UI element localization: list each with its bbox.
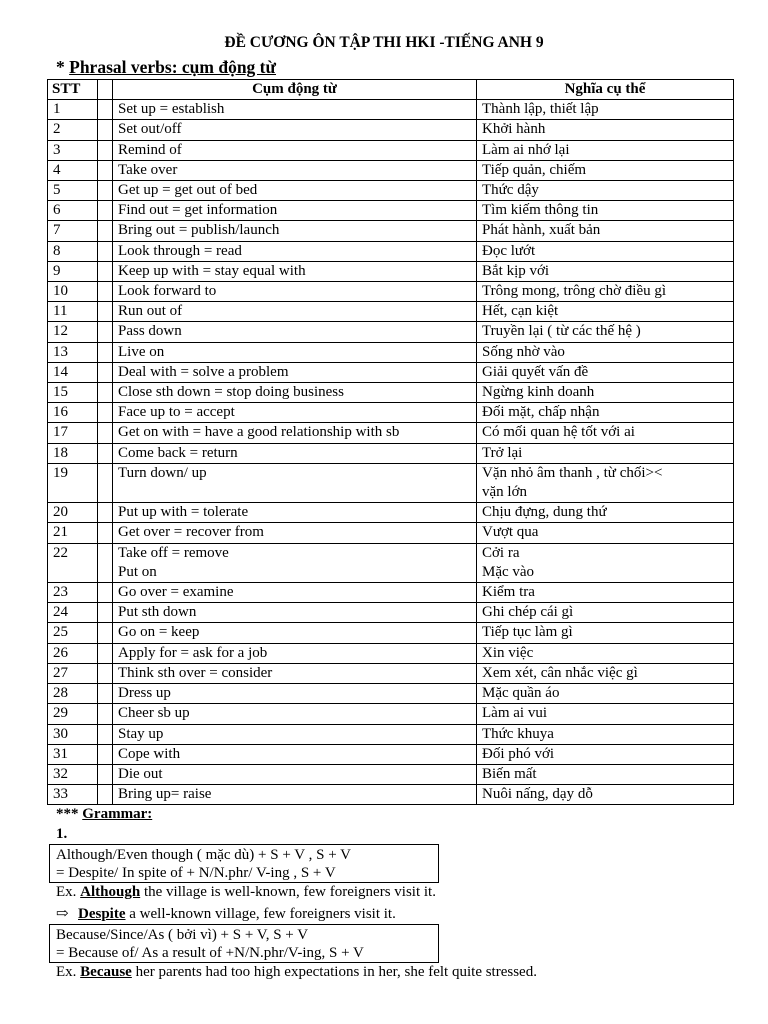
cell-spacer — [98, 503, 113, 523]
phrasal-verbs-heading-text: Phrasal verbs: cụm động từ — [69, 57, 277, 77]
cell-spacer — [98, 282, 113, 302]
grammar-item-number: 1. — [56, 826, 68, 842]
header-stt: STT — [48, 80, 98, 100]
cell-meaning: Thức khuya — [477, 724, 734, 744]
cell-stt: 26 — [48, 643, 98, 663]
table-row — [48, 383, 734, 403]
table-row — [48, 523, 734, 543]
cell-spacer — [98, 403, 113, 423]
cell-spacer — [98, 160, 113, 180]
cell-stt: 24 — [48, 603, 98, 623]
phrasal-verbs-heading — [56, 57, 276, 78]
cell-meaning: Sống nhờ vào — [477, 342, 734, 362]
cell-meaning: Nuôi nấng, dạy dỗ — [477, 785, 734, 805]
arrow-right-icon: ⇨ — [56, 906, 69, 922]
cell-phrase: Bring up= raise — [113, 785, 477, 805]
cell-meaning: Trông mong, trông chờ điều gì — [477, 282, 734, 302]
cell-stt: 11 — [48, 302, 98, 322]
cell-meaning: Ngừng kinh doanh — [477, 383, 734, 403]
cell-spacer — [98, 140, 113, 160]
cell-meaning: Vượt qua — [477, 523, 734, 543]
cell-stt: 6 — [48, 201, 98, 221]
cell-phrase: Cheer sb up — [113, 704, 477, 724]
rule-line: = Because of/ As a result of +N/N.phr/V-ing, S + V — [56, 945, 364, 961]
cell-spacer — [98, 302, 113, 322]
cell-spacer — [98, 463, 113, 502]
cell-phrase: Put sth down — [113, 603, 477, 623]
cell-spacer — [98, 362, 113, 382]
cell-phrase: Close sth down = stop doing business — [113, 383, 477, 403]
cell-spacer — [98, 785, 113, 805]
cell-spacer — [98, 423, 113, 443]
cell-meaning: Đọc lướt — [477, 241, 734, 261]
cell-phrase: Deal with = solve a problem — [113, 362, 477, 382]
example-although — [56, 884, 436, 901]
cell-spacer — [98, 221, 113, 241]
example-keyword: Because — [80, 964, 132, 980]
cell-stt: 16 — [48, 403, 98, 423]
cell-stt: 18 — [48, 443, 98, 463]
cell-spacer — [98, 120, 113, 140]
cell-phrase: Get up = get out of bed — [113, 181, 477, 201]
cell-phrase: Find out = get information — [113, 201, 477, 221]
cell-meaning: Phát hành, xuất bản — [477, 221, 734, 241]
cell-spacer — [98, 342, 113, 362]
rule-box-because — [49, 924, 439, 963]
cell-phrase: Come back = return — [113, 443, 477, 463]
cell-stt: 4 — [48, 160, 98, 180]
table-row — [48, 221, 734, 241]
cell-stt: 14 — [48, 362, 98, 382]
cell-phrase: Go over = examine — [113, 583, 477, 603]
cell-spacer — [98, 543, 113, 582]
cell-stt: 30 — [48, 724, 98, 744]
cell-phrase: Keep up with = stay equal with — [113, 261, 477, 281]
cell-spacer — [98, 100, 113, 120]
grammar-heading — [56, 806, 152, 823]
cell-meaning: Giải quyết vấn đề — [477, 362, 734, 382]
cell-stt: 1 — [48, 100, 98, 120]
cell-phrase: Put up with = tolerate — [113, 503, 477, 523]
cell-meaning: Tiếp tục làm gì — [477, 623, 734, 643]
cell-stt: 3 — [48, 140, 98, 160]
table-row — [48, 503, 734, 523]
cell-stt: 5 — [48, 181, 98, 201]
cell-phrase: Stay up — [113, 724, 477, 744]
cell-meaning: Tìm kiếm thông tin — [477, 201, 734, 221]
cell-meaning: Trở lại — [477, 443, 734, 463]
cell-phrase: Pass down — [113, 322, 477, 342]
cell-meaning: Thức dậy — [477, 181, 734, 201]
cell-stt: 33 — [48, 785, 98, 805]
cell-phrase: Get over = recover from — [113, 523, 477, 543]
table-row — [48, 403, 734, 423]
cell-phrase: Cope with — [113, 744, 477, 764]
cell-spacer — [98, 684, 113, 704]
table-row — [48, 160, 734, 180]
cell-spacer — [98, 603, 113, 623]
cell-spacer — [98, 201, 113, 221]
table-row — [48, 201, 734, 221]
cell-spacer — [98, 583, 113, 603]
cell-spacer — [98, 724, 113, 744]
cell-stt: 23 — [48, 583, 98, 603]
table-row — [48, 241, 734, 261]
cell-spacer — [98, 623, 113, 643]
cell-spacer — [98, 704, 113, 724]
cell-stt: 25 — [48, 623, 98, 643]
header-phrase: Cụm động từ — [113, 80, 477, 100]
cell-phrase: Think sth over = consider — [113, 663, 477, 683]
table-row — [48, 764, 734, 784]
cell-spacer — [98, 261, 113, 281]
table-row — [48, 342, 734, 362]
cell-meaning: Hết, cạn kiệt — [477, 302, 734, 322]
table-row — [48, 261, 734, 281]
table-row — [48, 423, 734, 443]
table-row — [48, 684, 734, 704]
cell-meaning: Xem xét, cân nhắc việc gì — [477, 663, 734, 683]
cell-stt: 10 — [48, 282, 98, 302]
heading-star: * — [56, 57, 70, 77]
cell-stt: 22 — [48, 543, 98, 582]
cell-spacer — [98, 643, 113, 663]
cell-stt: 32 — [48, 764, 98, 784]
example-text: her parents had too high expectations in her, she felt quite stressed. — [131, 964, 537, 980]
cell-phrase: Set up = establish — [113, 100, 477, 120]
cell-phrase: Take off = remove Put on — [113, 543, 477, 582]
cell-phrase: Apply for = ask for a job — [113, 643, 477, 663]
example-text: the village is well-known, few foreigners visit it. — [140, 884, 436, 900]
table-row — [48, 140, 734, 160]
cell-meaning: Kiểm tra — [477, 583, 734, 603]
rule-line: Although/Even though ( mặc dù) + S + V , S + V — [56, 847, 351, 863]
cell-stt: 19 — [48, 463, 98, 502]
table-row — [48, 663, 734, 683]
cell-phrase: Live on — [113, 342, 477, 362]
cell-meaning: Vặn nhỏ âm thanh , từ chối>< vặn lớn — [477, 463, 734, 502]
cell-meaning: Bắt kịp với — [477, 261, 734, 281]
cell-spacer — [98, 523, 113, 543]
cell-spacer — [98, 383, 113, 403]
cell-stt: 7 — [48, 221, 98, 241]
cell-spacer — [98, 663, 113, 683]
cell-phrase: Get on with = have a good relationship with sb — [113, 423, 477, 443]
table-row — [48, 603, 734, 623]
cell-stt: 8 — [48, 241, 98, 261]
cell-phrase: Set out/off — [113, 120, 477, 140]
cell-phrase: Dress up — [113, 684, 477, 704]
cell-meaning: Thành lập, thiết lập — [477, 100, 734, 120]
cell-meaning: Đối mặt, chấp nhận — [477, 403, 734, 423]
cell-stt: 31 — [48, 744, 98, 764]
cell-meaning: Chịu đựng, dung thứ — [477, 503, 734, 523]
table-row — [48, 181, 734, 201]
cell-stt: 12 — [48, 322, 98, 342]
table-row — [48, 543, 734, 582]
grammar-heading-text: Grammar: — [82, 806, 153, 822]
cell-stt: 2 — [48, 120, 98, 140]
cell-phrase: Turn down/ up — [113, 463, 477, 502]
table-row — [48, 282, 734, 302]
table-row — [48, 463, 734, 502]
cell-meaning: Làm ai vui — [477, 704, 734, 724]
example-because — [56, 964, 537, 981]
table-body — [48, 100, 734, 805]
example-text: a well-known village, few foreigners visit it. — [125, 906, 396, 922]
cell-spacer — [98, 764, 113, 784]
table-row — [48, 704, 734, 724]
cell-stt: 28 — [48, 684, 98, 704]
table-row — [48, 100, 734, 120]
example-prefix: Ex. — [56, 884, 81, 900]
rule-box-although — [49, 844, 439, 883]
cell-phrase: Remind of — [113, 140, 477, 160]
cell-phrase: Run out of — [113, 302, 477, 322]
table-row — [48, 302, 734, 322]
cell-phrase: Look forward to — [113, 282, 477, 302]
cell-phrase: Take over — [113, 160, 477, 180]
cell-phrase: Die out — [113, 764, 477, 784]
cell-stt: 9 — [48, 261, 98, 281]
cell-meaning: Khởi hành — [477, 120, 734, 140]
example-keyword: Despite — [78, 906, 126, 922]
cell-stt: 29 — [48, 704, 98, 724]
cell-spacer — [98, 322, 113, 342]
table-row — [48, 623, 734, 643]
rule-line: Because/Since/As ( bởi vì) + S + V, S + V — [56, 927, 309, 943]
cell-meaning: Xin việc — [477, 643, 734, 663]
example-prefix: Ex. — [56, 964, 81, 980]
table-row — [48, 443, 734, 463]
cell-meaning: Cởi ra Mặc vào — [477, 543, 734, 582]
table-row — [48, 744, 734, 764]
cell-meaning: Biến mất — [477, 764, 734, 784]
table-row — [48, 362, 734, 382]
cell-meaning: Có mối quan hệ tốt với ai — [477, 423, 734, 443]
header-spacer — [98, 80, 113, 100]
grammar-stars: *** — [56, 806, 83, 822]
table-row — [48, 785, 734, 805]
cell-spacer — [98, 181, 113, 201]
cell-meaning: Truyền lại ( từ các thế hệ ) — [477, 322, 734, 342]
example-keyword: Although — [80, 884, 141, 900]
cell-meaning: Làm ai nhớ lại — [477, 140, 734, 160]
cell-phrase: Bring out = publish/launch — [113, 221, 477, 241]
document-title: ĐỀ CƯƠNG ÔN TẬP THI HKI -TIẾNG ANH 9 — [224, 34, 544, 51]
cell-meaning: Mặc quần áo — [477, 684, 734, 704]
cell-spacer — [98, 241, 113, 261]
phrasal-verbs-table — [47, 79, 734, 805]
cell-phrase: Face up to = accept — [113, 403, 477, 423]
example-despite — [56, 904, 396, 923]
table-row — [48, 322, 734, 342]
cell-phrase: Go on = keep — [113, 623, 477, 643]
cell-phrase: Look through = read — [113, 241, 477, 261]
table-row — [48, 724, 734, 744]
cell-meaning: Ghi chép cái gì — [477, 603, 734, 623]
header-meaning: Nghĩa cụ thể — [477, 80, 734, 100]
cell-stt: 13 — [48, 342, 98, 362]
table-row — [48, 583, 734, 603]
rule-line: = Despite/ In spite of + N/N.phr/ V-ing , S + V — [56, 865, 336, 881]
cell-stt: 20 — [48, 503, 98, 523]
table-header-row — [48, 80, 734, 100]
cell-spacer — [98, 443, 113, 463]
cell-meaning: Đối phó với — [477, 744, 734, 764]
cell-stt: 15 — [48, 383, 98, 403]
cell-spacer — [98, 744, 113, 764]
cell-meaning: Tiếp quản, chiếm — [477, 160, 734, 180]
table-row — [48, 643, 734, 663]
table-row — [48, 120, 734, 140]
cell-stt: 27 — [48, 663, 98, 683]
cell-stt: 21 — [48, 523, 98, 543]
cell-stt: 17 — [48, 423, 98, 443]
